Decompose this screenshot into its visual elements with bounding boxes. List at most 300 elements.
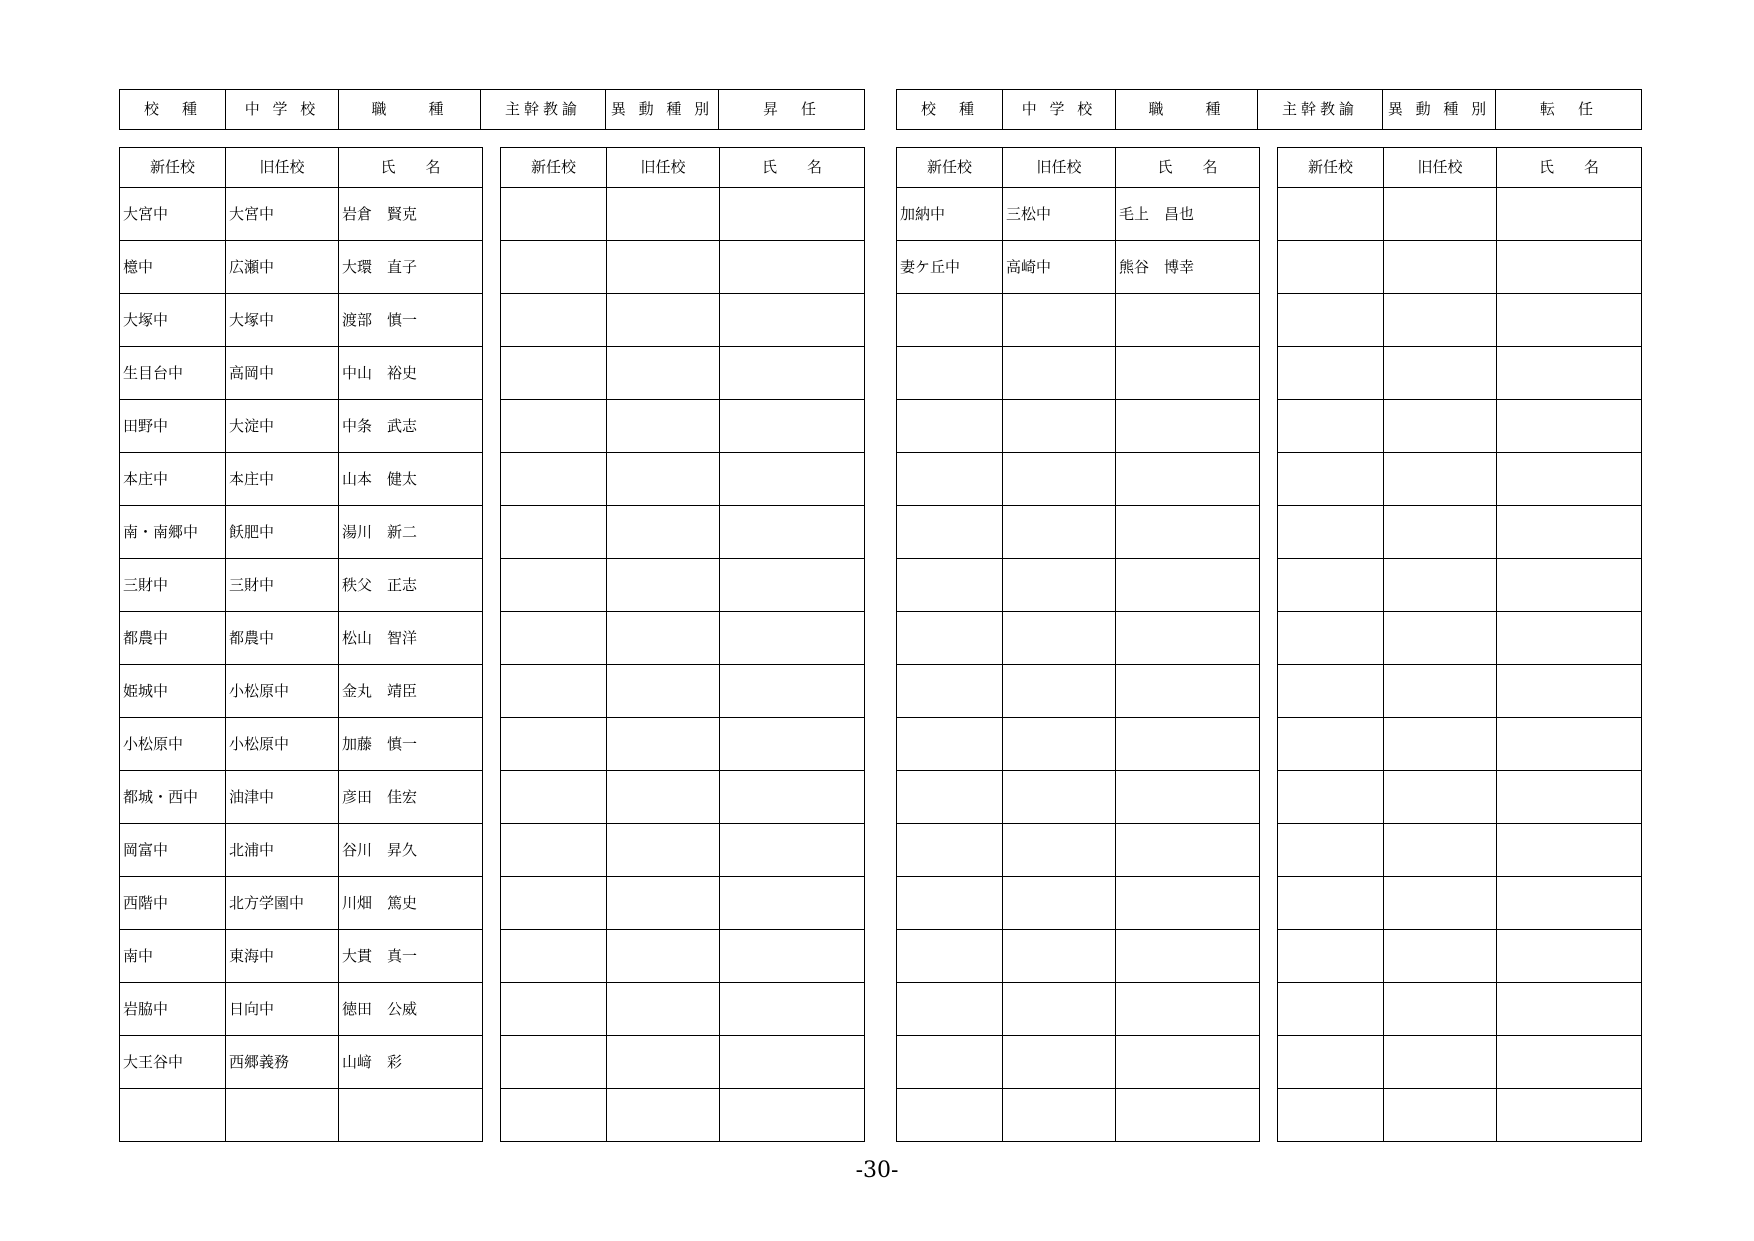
name-cell: 渡部 慎一 [339, 294, 483, 347]
table-row [501, 1036, 865, 1089]
new-school-cell [897, 453, 1003, 506]
table-row [897, 771, 1260, 824]
name-cell [1116, 612, 1260, 665]
column-header: 旧任校 [226, 148, 339, 188]
table-row [120, 665, 483, 718]
name-cell: 秩父 正志 [339, 559, 483, 612]
old-school-cell: 東海中 [226, 930, 339, 983]
table-row [1278, 506, 1642, 559]
new-school-cell [501, 347, 607, 400]
new-school-cell: 大塚中 [120, 294, 226, 347]
old-school-cell [607, 1036, 720, 1089]
table-row [1278, 1089, 1642, 1142]
transfer-table-left-1 [119, 147, 483, 1142]
table-row [1278, 983, 1642, 1036]
old-school-cell [1003, 983, 1116, 1036]
new-school-cell: 南・南郷中 [120, 506, 226, 559]
new-school-cell [1278, 1036, 1384, 1089]
name-cell [720, 559, 865, 612]
table-row [1278, 400, 1642, 453]
table-row [1278, 1036, 1642, 1089]
new-school-cell [897, 771, 1003, 824]
header-cell: 校 種 [120, 90, 226, 130]
name-cell: 彦田 佳宏 [339, 771, 483, 824]
old-school-cell [1003, 400, 1116, 453]
old-school-cell [1384, 983, 1497, 1036]
column-header: 旧任校 [1003, 148, 1116, 188]
new-school-cell [1278, 1089, 1384, 1142]
name-cell [720, 347, 865, 400]
new-school-cell [501, 771, 607, 824]
header-cell: 中 学 校 [226, 90, 339, 130]
table-row [120, 1036, 483, 1089]
new-school-cell [1278, 559, 1384, 612]
table-row [120, 188, 483, 241]
name-cell: 熊谷 博幸 [1116, 241, 1260, 294]
new-school-cell [501, 824, 607, 877]
table-row [501, 453, 865, 506]
new-school-cell [897, 294, 1003, 347]
old-school-cell: 北方学園中 [226, 877, 339, 930]
old-school-cell [607, 1089, 720, 1142]
old-school-cell: 小松原中 [226, 718, 339, 771]
table-row [897, 188, 1260, 241]
new-school-cell [1278, 983, 1384, 1036]
new-school-cell [1278, 877, 1384, 930]
old-school-cell [1384, 930, 1497, 983]
header-cell: 主幹教諭 [1258, 90, 1383, 130]
name-cell [1116, 665, 1260, 718]
table-row [501, 824, 865, 877]
old-school-cell [607, 824, 720, 877]
name-cell [1116, 1036, 1260, 1089]
new-school-cell [501, 559, 607, 612]
column-header-row [1278, 148, 1642, 188]
new-school-cell [897, 612, 1003, 665]
old-school-cell [1003, 665, 1116, 718]
old-school-cell [1384, 453, 1497, 506]
old-school-cell [607, 188, 720, 241]
table-row [501, 771, 865, 824]
new-school-cell [1278, 824, 1384, 877]
table-row [1278, 241, 1642, 294]
name-cell [1497, 1036, 1642, 1089]
name-cell [339, 1089, 483, 1142]
name-cell [1116, 718, 1260, 771]
old-school-cell: 都農中 [226, 612, 339, 665]
column-header: 氏 名 [720, 148, 865, 188]
new-school-cell [1278, 294, 1384, 347]
old-school-cell [1003, 877, 1116, 930]
name-cell [1497, 718, 1642, 771]
name-cell: 山本 健太 [339, 453, 483, 506]
name-cell [1497, 347, 1642, 400]
table-row [501, 400, 865, 453]
old-school-cell [1384, 241, 1497, 294]
table-row [1278, 771, 1642, 824]
table-row [1278, 877, 1642, 930]
table-row [120, 1089, 483, 1142]
old-school-cell [1384, 188, 1497, 241]
old-school-cell [1003, 506, 1116, 559]
table-row [897, 1036, 1260, 1089]
new-school-cell [1278, 188, 1384, 241]
new-school-cell [1278, 400, 1384, 453]
table-row [501, 983, 865, 1036]
header-cell: 校 種 [897, 90, 1003, 130]
new-school-cell [501, 453, 607, 506]
header-cell: 転 任 [1496, 90, 1642, 130]
header-row [120, 90, 865, 130]
new-school-cell [897, 877, 1003, 930]
table-row [1278, 347, 1642, 400]
name-cell [1116, 559, 1260, 612]
table-row [120, 294, 483, 347]
transfer-table-right-2 [1277, 147, 1642, 1142]
new-school-cell: 加納中 [897, 188, 1003, 241]
name-cell [1116, 400, 1260, 453]
new-school-cell [1278, 771, 1384, 824]
new-school-cell: 妻ケ丘中 [897, 241, 1003, 294]
name-cell [1116, 824, 1260, 877]
table-row [501, 612, 865, 665]
old-school-cell: 大塚中 [226, 294, 339, 347]
table-row [1278, 559, 1642, 612]
table-row [897, 347, 1260, 400]
new-school-cell: 大王谷中 [120, 1036, 226, 1089]
old-school-cell [607, 559, 720, 612]
old-school-cell [1384, 824, 1497, 877]
table-row [501, 930, 865, 983]
old-school-cell [607, 612, 720, 665]
new-school-cell: 西階中 [120, 877, 226, 930]
column-header: 氏 名 [1497, 148, 1642, 188]
table-row [1278, 188, 1642, 241]
name-cell [720, 506, 865, 559]
new-school-cell [501, 1089, 607, 1142]
new-school-cell [501, 188, 607, 241]
old-school-cell: 日向中 [226, 983, 339, 1036]
table-row [501, 294, 865, 347]
name-cell [720, 930, 865, 983]
new-school-cell [501, 400, 607, 453]
old-school-cell [1384, 559, 1497, 612]
transfer-table-right-1 [896, 147, 1260, 1142]
table-row [120, 453, 483, 506]
old-school-cell [1384, 506, 1497, 559]
new-school-cell [897, 347, 1003, 400]
new-school-cell [897, 559, 1003, 612]
name-cell [720, 1089, 865, 1142]
table-row [897, 612, 1260, 665]
page-number: -30- [855, 1158, 899, 1183]
new-school-cell [1278, 347, 1384, 400]
old-school-cell [1003, 1089, 1116, 1142]
old-school-cell [607, 930, 720, 983]
new-school-cell: 岩脇中 [120, 983, 226, 1036]
old-school-cell [1384, 1036, 1497, 1089]
header-cell: 主幹教諭 [481, 90, 606, 130]
column-header: 旧任校 [1384, 148, 1497, 188]
name-cell [720, 453, 865, 506]
new-school-cell [501, 241, 607, 294]
old-school-cell [1003, 347, 1116, 400]
table-row [501, 1089, 865, 1142]
name-cell [1497, 824, 1642, 877]
column-header: 旧任校 [607, 148, 720, 188]
new-school-cell: 都農中 [120, 612, 226, 665]
new-school-cell [1278, 718, 1384, 771]
name-cell [1116, 771, 1260, 824]
column-header: 氏 名 [339, 148, 483, 188]
table-row [120, 347, 483, 400]
new-school-cell [897, 1036, 1003, 1089]
new-school-cell [897, 506, 1003, 559]
name-cell [1497, 983, 1642, 1036]
name-cell [1116, 506, 1260, 559]
new-school-cell [501, 930, 607, 983]
name-cell [1497, 612, 1642, 665]
table-row [120, 824, 483, 877]
table-row [120, 718, 483, 771]
table-row [120, 771, 483, 824]
column-header: 新任校 [501, 148, 607, 188]
new-school-cell [897, 665, 1003, 718]
new-school-cell [501, 612, 607, 665]
table-row [501, 718, 865, 771]
old-school-cell [1384, 612, 1497, 665]
header-cell: 中 学 校 [1003, 90, 1116, 130]
name-cell: 川畑 篤史 [339, 877, 483, 930]
table-row [897, 453, 1260, 506]
header-cell: 職 種 [1116, 90, 1258, 130]
old-school-cell [1003, 453, 1116, 506]
header-cell: 昇 任 [719, 90, 865, 130]
name-cell [720, 877, 865, 930]
new-school-cell [120, 1089, 226, 1142]
old-school-cell [607, 294, 720, 347]
old-school-cell [607, 453, 720, 506]
name-cell [720, 983, 865, 1036]
table-row [120, 983, 483, 1036]
old-school-cell [1003, 930, 1116, 983]
name-cell [1497, 506, 1642, 559]
new-school-cell: 生目台中 [120, 347, 226, 400]
old-school-cell: 油津中 [226, 771, 339, 824]
column-header: 新任校 [1278, 148, 1384, 188]
old-school-cell [607, 506, 720, 559]
old-school-cell [607, 877, 720, 930]
old-school-cell [1384, 294, 1497, 347]
table-row [897, 718, 1260, 771]
new-school-cell: 小松原中 [120, 718, 226, 771]
new-school-cell [501, 294, 607, 347]
new-school-cell [1278, 612, 1384, 665]
name-cell [720, 612, 865, 665]
table-row [897, 665, 1260, 718]
table-row [501, 241, 865, 294]
new-school-cell [501, 877, 607, 930]
name-cell: 山﨑 彩 [339, 1036, 483, 1089]
new-school-cell: 田野中 [120, 400, 226, 453]
old-school-cell [1003, 718, 1116, 771]
name-cell [1116, 347, 1260, 400]
name-cell [720, 188, 865, 241]
old-school-cell [1003, 824, 1116, 877]
old-school-cell [1003, 559, 1116, 612]
name-cell [1497, 1089, 1642, 1142]
name-cell: 加藤 慎一 [339, 718, 483, 771]
name-cell: 松山 智洋 [339, 612, 483, 665]
name-cell [1116, 453, 1260, 506]
new-school-cell: 大宮中 [120, 188, 226, 241]
table-row [1278, 718, 1642, 771]
table-row [897, 1089, 1260, 1142]
name-cell: 大貫 真一 [339, 930, 483, 983]
new-school-cell [897, 930, 1003, 983]
table-row [120, 877, 483, 930]
name-cell [1116, 983, 1260, 1036]
old-school-cell [607, 400, 720, 453]
old-school-cell [1384, 771, 1497, 824]
table-row [1278, 453, 1642, 506]
header-strip-left [119, 89, 865, 130]
old-school-cell [1384, 877, 1497, 930]
name-cell [1497, 294, 1642, 347]
old-school-cell [1003, 1036, 1116, 1089]
old-school-cell [1003, 771, 1116, 824]
table-row [897, 400, 1260, 453]
name-cell [1497, 188, 1642, 241]
column-header: 新任校 [120, 148, 226, 188]
name-cell: 谷川 昇久 [339, 824, 483, 877]
name-cell [720, 294, 865, 347]
table-row [501, 506, 865, 559]
new-school-cell [501, 718, 607, 771]
name-cell: 金丸 靖臣 [339, 665, 483, 718]
table-row [897, 824, 1260, 877]
table-row [501, 188, 865, 241]
table-row [120, 400, 483, 453]
table-row [120, 241, 483, 294]
table-row [897, 506, 1260, 559]
old-school-cell: 三松中 [1003, 188, 1116, 241]
new-school-cell: 檍中 [120, 241, 226, 294]
old-school-cell: 西郷義務 [226, 1036, 339, 1089]
name-cell [720, 665, 865, 718]
table-row [120, 612, 483, 665]
new-school-cell [897, 983, 1003, 1036]
table-row [501, 877, 865, 930]
table-row [1278, 612, 1642, 665]
new-school-cell [501, 665, 607, 718]
old-school-cell [226, 1089, 339, 1142]
table-row [897, 983, 1260, 1036]
old-school-cell: 広瀬中 [226, 241, 339, 294]
new-school-cell [1278, 453, 1384, 506]
new-school-cell: 南中 [120, 930, 226, 983]
name-cell [1116, 294, 1260, 347]
name-cell [720, 771, 865, 824]
column-header: 新任校 [897, 148, 1003, 188]
new-school-cell: 姫城中 [120, 665, 226, 718]
name-cell [1116, 877, 1260, 930]
name-cell [1497, 665, 1642, 718]
name-cell: 徳田 公威 [339, 983, 483, 1036]
header-cell: 異 動 種 別 [606, 90, 719, 130]
table-row [897, 930, 1260, 983]
old-school-cell: 飫肥中 [226, 506, 339, 559]
old-school-cell [607, 771, 720, 824]
table-row [897, 559, 1260, 612]
new-school-cell [897, 824, 1003, 877]
new-school-cell [897, 1089, 1003, 1142]
name-cell [1116, 1089, 1260, 1142]
name-cell [1497, 453, 1642, 506]
new-school-cell: 本庄中 [120, 453, 226, 506]
old-school-cell [607, 347, 720, 400]
old-school-cell [607, 241, 720, 294]
table-row [897, 294, 1260, 347]
new-school-cell: 三財中 [120, 559, 226, 612]
table-row [501, 559, 865, 612]
old-school-cell: 本庄中 [226, 453, 339, 506]
old-school-cell: 大淀中 [226, 400, 339, 453]
old-school-cell [1384, 347, 1497, 400]
name-cell [720, 718, 865, 771]
name-cell [1116, 930, 1260, 983]
header-row [897, 90, 1642, 130]
old-school-cell [1384, 1089, 1497, 1142]
name-cell [1497, 559, 1642, 612]
name-cell [720, 241, 865, 294]
name-cell [720, 1036, 865, 1089]
header-strip-right [896, 89, 1642, 130]
name-cell [720, 400, 865, 453]
old-school-cell: 三財中 [226, 559, 339, 612]
table-row [897, 241, 1260, 294]
table-row [120, 930, 483, 983]
new-school-cell: 都城・西中 [120, 771, 226, 824]
table-row [501, 665, 865, 718]
table-row [1278, 294, 1642, 347]
name-cell [720, 824, 865, 877]
new-school-cell [501, 1036, 607, 1089]
name-cell [1497, 930, 1642, 983]
old-school-cell [1003, 612, 1116, 665]
name-cell [1497, 877, 1642, 930]
name-cell [1497, 771, 1642, 824]
new-school-cell: 岡富中 [120, 824, 226, 877]
old-school-cell: 大宮中 [226, 188, 339, 241]
old-school-cell [1384, 718, 1497, 771]
table-row [120, 559, 483, 612]
new-school-cell [897, 400, 1003, 453]
old-school-cell: 小松原中 [226, 665, 339, 718]
old-school-cell: 高崎中 [1003, 241, 1116, 294]
name-cell: 大環 直子 [339, 241, 483, 294]
column-header-row [501, 148, 865, 188]
column-header-row [120, 148, 483, 188]
old-school-cell [607, 665, 720, 718]
transfer-table-left-2 [500, 147, 865, 1142]
table-row [1278, 930, 1642, 983]
column-header-row [897, 148, 1260, 188]
name-cell: 毛上 昌也 [1116, 188, 1260, 241]
new-school-cell [1278, 506, 1384, 559]
old-school-cell [1003, 294, 1116, 347]
name-cell: 中山 裕史 [339, 347, 483, 400]
